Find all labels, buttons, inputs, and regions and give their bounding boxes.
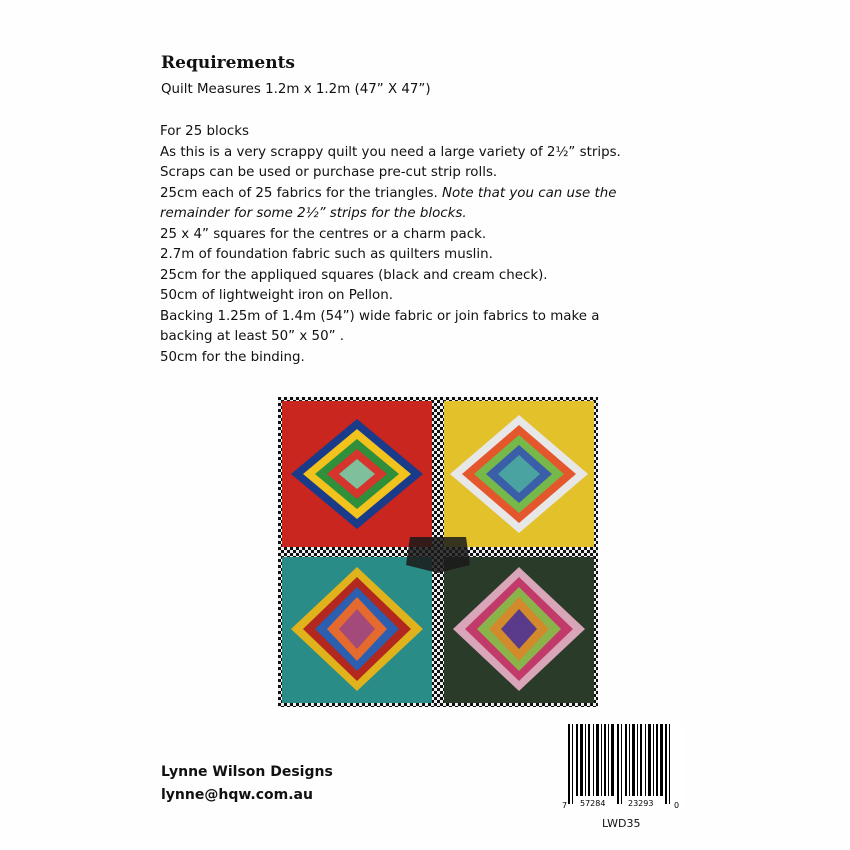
requirements-list (160, 122, 621, 368)
list-item: 2.7m of foundation fabric such as quilters muslin. (160, 247, 493, 262)
note-text: remainder for some 2½” strips for the blocks. (160, 206, 467, 221)
list-item (160, 204, 621, 225)
barcode (560, 722, 685, 810)
barcode-icon (560, 722, 685, 810)
barcode-digit: 7 (562, 801, 568, 810)
list-item: 50cm for the binding. (160, 349, 305, 365)
quilt-measures: Quilt Measures 1.2m x 1.2m (47” X 47”) (161, 82, 431, 97)
requirements-heading: Requirements (161, 53, 296, 73)
list-item: 25 x 4” squares for the centres or a charm pack. (160, 226, 487, 242)
note-text: Note that you can use the (441, 185, 617, 201)
barcode-digit: 0 (674, 801, 680, 810)
list-item: For 25 blocks (160, 124, 249, 139)
barcode-digit: 57284 (580, 799, 606, 808)
barcode-digit: 23293 (628, 799, 654, 808)
list-item: 50cm of lightweight iron on Pellon. (160, 288, 393, 303)
list-item: Scraps can be used or purchase pre-cut strip rolls. (160, 165, 498, 180)
list-item: backing at least 50” x 50” . (160, 329, 345, 344)
contact-email[interactable]: lynne@hqw.com.au (161, 787, 313, 803)
product-code: LWD35 (602, 817, 641, 830)
list-item: 25cm for the appliqued squares (black and cream check). (160, 267, 548, 283)
list-item: Backing 1.25m of 1.4m (54”) wide fabric or join fabrics to make a (160, 308, 600, 324)
list-item: 25cm each of 25 fabrics for the triangles. Note that you can use the (160, 185, 617, 201)
list-item: As this is a very scrappy quilt you need a large variety of 2½” strips. (160, 144, 621, 160)
quilt-photo (278, 397, 598, 707)
company-name: Lynne Wilson Designs (161, 764, 333, 780)
quilt-illustration (278, 397, 598, 707)
